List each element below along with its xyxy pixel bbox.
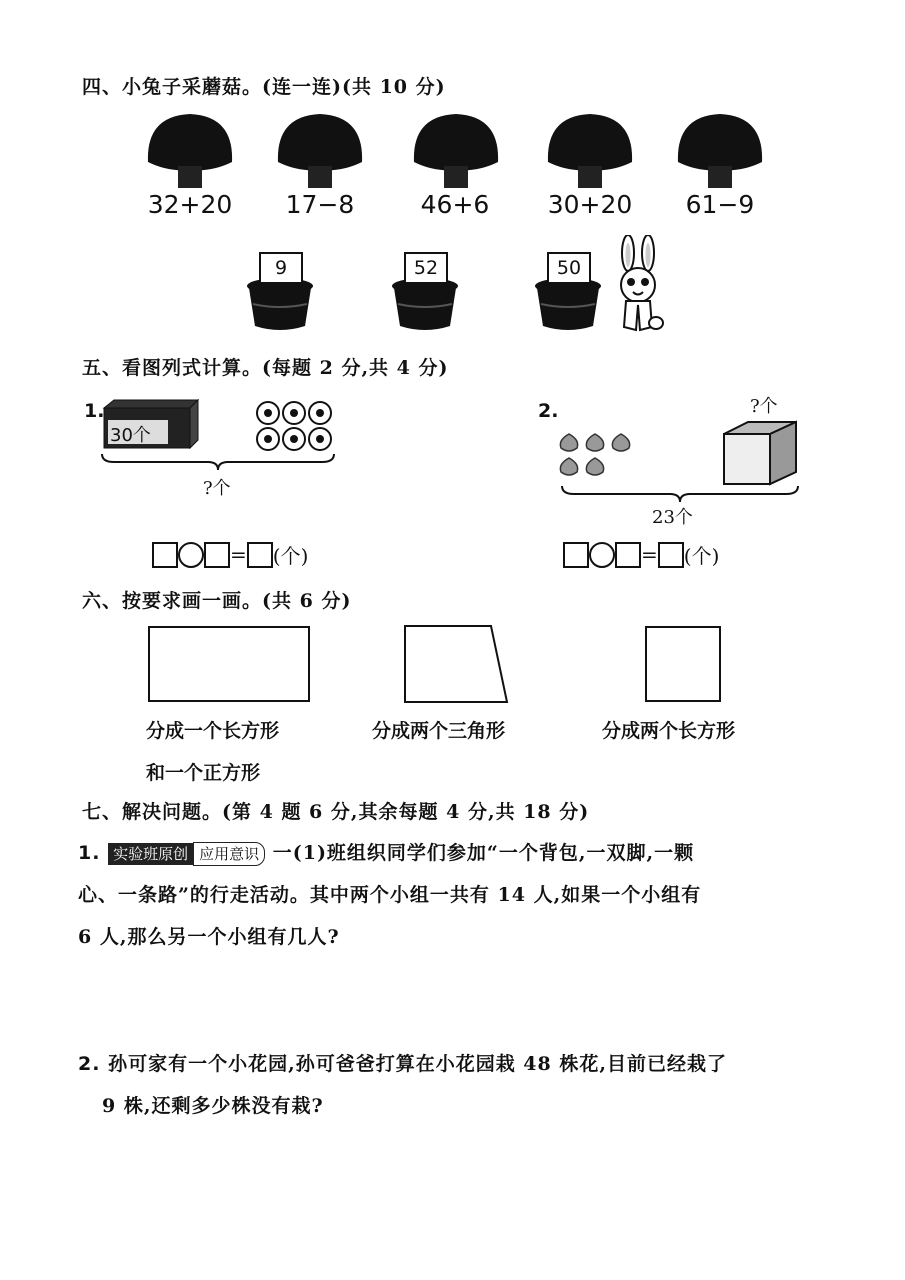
basket-2: [390, 252, 460, 342]
mushroom-4: [542, 110, 638, 190]
brace-icon: [100, 452, 336, 472]
mushroom-5: [672, 110, 768, 190]
section-5-title: 五、看图列式计算。(每题 2 分,共 4 分): [82, 357, 449, 379]
basket-3: [533, 252, 603, 342]
shape-label-1b: 和一个正方形: [146, 762, 261, 784]
unit-label: (个): [272, 544, 309, 568]
shape-label-1: 分成一个长方形: [146, 720, 280, 742]
unit-label: (个): [683, 544, 720, 568]
q2-box-label: ?个: [750, 396, 778, 417]
brace-icon: [560, 484, 800, 504]
rabbit-icon: [606, 235, 668, 335]
original-tag: 实验班原创: [108, 843, 193, 865]
trapezoid-shape: [403, 624, 509, 704]
peaches-icon: [556, 430, 638, 480]
square-shape: [645, 626, 721, 702]
box-label: 30个: [110, 425, 151, 446]
answer-box[interactable]: [658, 542, 684, 568]
shape-label-3: 分成两个长方形: [602, 720, 736, 742]
answer-box[interactable]: [615, 542, 641, 568]
shape-label-2: 分成两个三角形: [372, 720, 506, 742]
section-7-title: 七、解决问题。(第 4 题 6 分,其余每题 4 分,共 18 分): [82, 801, 590, 823]
q2-number: 2.: [538, 400, 559, 422]
q1-equation: = (个): [152, 540, 308, 569]
basket-number: 9: [259, 252, 303, 284]
box-icon: [720, 420, 800, 486]
operator-circle[interactable]: [178, 542, 204, 568]
q1-number: 1.: [84, 400, 105, 422]
mushroom-expr-1: 32+20: [147, 190, 233, 219]
mushroom-expr-5: 61−9: [685, 190, 755, 219]
problem-2-line-2: 9 株,还剩多少株没有栽?: [102, 1095, 324, 1117]
box-30: [100, 398, 200, 450]
mushroom-expr-3: 46+6: [420, 190, 490, 219]
basket-1: [245, 252, 315, 342]
mushroom-expr-4: 30+20: [547, 190, 633, 219]
operator-circle[interactable]: [589, 542, 615, 568]
mushroom-expr-2: 17−8: [285, 190, 355, 219]
answer-box[interactable]: [563, 542, 589, 568]
basket-number: 50: [547, 252, 591, 284]
q1-total-label: ?个: [203, 478, 231, 499]
problem-1-line-3: 6 人,那么另一个小组有几人?: [78, 926, 340, 948]
basket-number: 52: [404, 252, 448, 284]
problem-2-line-1: 孙可家有一个小花园,孙可爸爸打算在小花园栽 48 株花,目前已经栽了: [108, 1053, 727, 1075]
q2-total-label: 23个: [652, 507, 693, 528]
mushroom-1: [142, 110, 238, 190]
problem-2: [78, 1043, 868, 1127]
section-6-title: 六、按要求画一画。(共 6 分): [82, 590, 352, 612]
problem-2-number: 2.: [78, 1053, 101, 1075]
mushroom-2: [272, 110, 368, 190]
soccer-balls-icon: [254, 400, 336, 452]
answer-box[interactable]: [247, 542, 273, 568]
problem-1-number: 1.: [78, 842, 101, 864]
answer-box[interactable]: [152, 542, 178, 568]
problem-1: [78, 832, 858, 958]
q2-equation: = (个): [563, 540, 719, 569]
problem-1-line-2: 心、一条路”的行走活动。其中两个小组一共有 14 人,如果一个小组有: [78, 884, 702, 906]
answer-box[interactable]: [204, 542, 230, 568]
problem-1-line-1: 一(1)班组织同学们参加“一个背包,一双脚,一颗: [272, 842, 695, 864]
application-tag: 应用意识: [193, 842, 265, 866]
section-4-title: 四、小兔子采蘑菇。(连一连)(共 10 分): [82, 76, 446, 98]
rectangle-shape: [148, 626, 310, 702]
mushroom-3: [408, 110, 504, 190]
